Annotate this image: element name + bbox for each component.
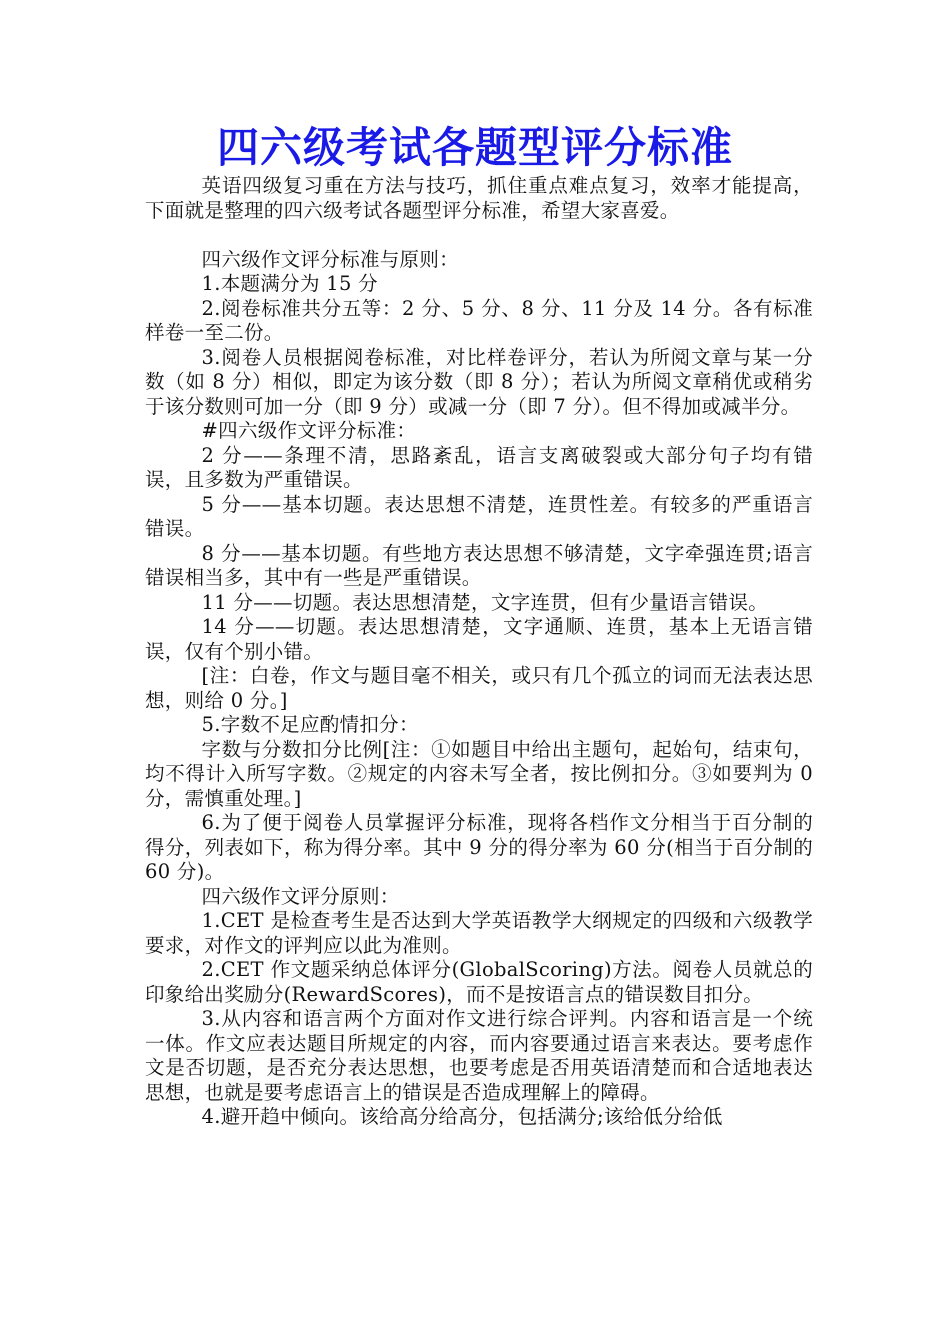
paragraph: 1.CET 是检查考生是否达到大学英语教学大纲规定的四级和六级教学要求，对作文的评判应以此为准则。 bbox=[145, 909, 813, 957]
paragraph: 4.避开趋中倾向。该给高分给高分，包括满分;该给低分给低 bbox=[201, 1105, 723, 1128]
paragraph: 2 分——条理不清，思路紊乱，语言支离破裂或大部分句子均有错误，且多数为严重错误。 bbox=[145, 443, 813, 491]
paragraph: 字数与分数扣分比例[注：①如题目中给出主题句，起始句，结束句，均不得计入所写字数。②规定的内容未写全者，按比例扣分。③如要判为 0 分，需慎重处理。] bbox=[145, 737, 813, 810]
paragraph: 11 分——切题。表达思想清楚，文字连贯，但有少量语言错误。 bbox=[201, 590, 769, 614]
document-body bbox=[145, 174, 813, 1130]
paragraph: 1.本题满分为 15 分 bbox=[201, 272, 378, 295]
document-title: 四六级考试各题型评分标准 bbox=[216, 123, 733, 172]
paragraph: [注：白卷，作文与题目毫不相关，或只有几个孤立的词而无法表达思想，则给 0 分。] bbox=[145, 664, 813, 712]
paragraph: 3.阅卷人员根据阅卷标准，对比样卷评分，若认为所阅文章与某一分数（如 8 分）相似，即定为该分数（即 8 分）；若认为所阅文章稍优或稍劣于该分数则可加一分（即 9 分）或减一分（即 7 分）。但不得加或减半分。 bbox=[145, 345, 813, 418]
section-heading: #四六级作文评分标准： bbox=[201, 419, 417, 442]
paragraph: 5 分——基本切题。表达思想不清楚，连贯性差。有较多的严重语言错误。 bbox=[145, 492, 813, 540]
paragraph: 2.CET 作文题采纳总体评分(GlobalScoring)方法。阅卷人员就总的印象给出奖励分(RewardScores)，而不是按语言点的错误数目扣分。 bbox=[145, 958, 813, 1006]
paragraph: 5.字数不足应酌情扣分： bbox=[201, 713, 419, 736]
paragraph: 6.为了便于阅卷人员掌握评分标准，现将各档作文分相当于百分制的得分，列表如下，称为得分率。其中 9 分的得分率为 60 分(相当于百分制的 60 分)。 bbox=[145, 811, 813, 883]
intro-paragraph: 英语四级复习重在方法与技巧，抓住重点难点复习，效率才能提高，下面就是整理的四六级考试各题型评分标准，希望大家喜爱。 bbox=[145, 174, 813, 222]
paragraph: 3.从内容和语言两个方面对作文进行综合评判。内容和语言是一个统一体。作文应表达题目所规定的内容，而内容要通过语言来表达。要考虑作文是否切题，是否充分表达思想，也要考虑是否用英语清楚而和合适地表达思想，也就是要考虑语言上的错误是否造成理解上的障碍。 bbox=[145, 1007, 813, 1104]
paragraph: 2.阅卷标准共分五等：2 分、5 分、8 分、11 分及 14 分。各有标准样卷一至二份。 bbox=[145, 296, 813, 344]
paragraph: 14 分——切题。表达思想清楚，文字通顺、连贯，基本上无语言错误，仅有个别小错。 bbox=[145, 615, 813, 663]
section-heading: 四六级作文评分原则： bbox=[201, 884, 400, 908]
section-heading: 四六级作文评分标准与原则： bbox=[201, 247, 459, 271]
paragraph: 8 分——基本切题。有些地方表达思想不够清楚，文字牵强连贯;语言错误相当多，其中有一些是严重错误。 bbox=[145, 541, 813, 589]
